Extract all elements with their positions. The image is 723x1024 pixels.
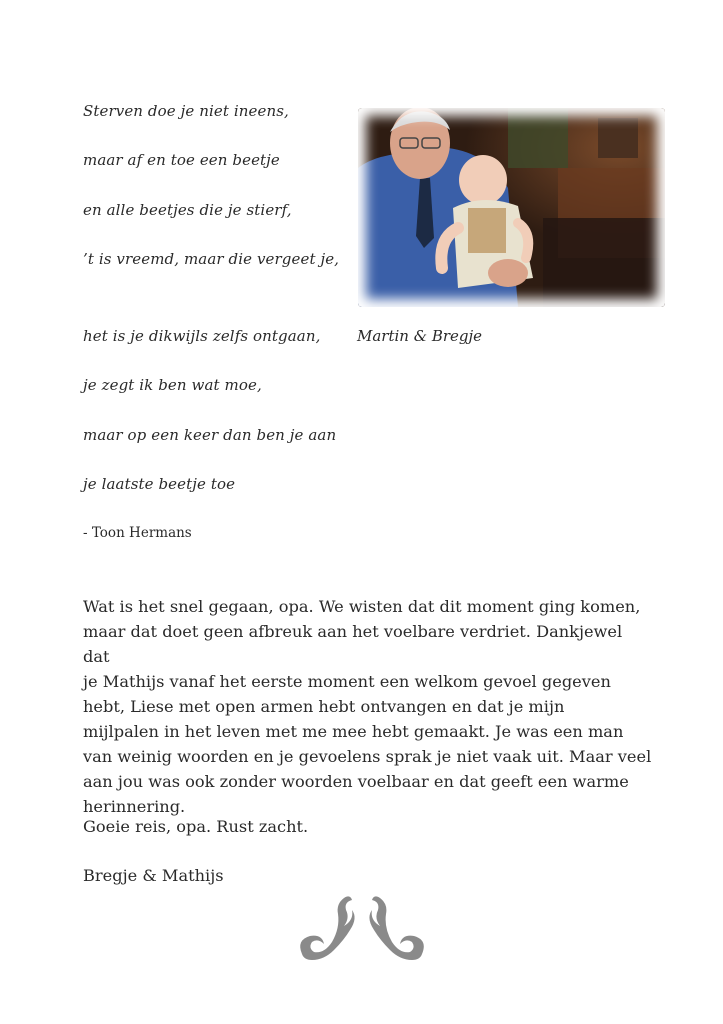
letter-paragraph <box>83 594 653 819</box>
letter-line: hebt, Liese met open armen hebt ontvangen en dat je mijn <box>83 697 565 716</box>
poem-line: maar af en toe een beetje <box>83 151 280 169</box>
poem-line: het is je dikwijls zelfs ontgaan, <box>83 327 321 345</box>
letter-line: je Mathijs vanaf het eerste moment een welkom gevoel gegeven <box>83 672 611 691</box>
poem-line: je laatste beetje toe <box>83 475 236 493</box>
photo-caption: Martin & Bregje <box>357 327 483 345</box>
poem-line: Sterven doe je niet ineens, <box>83 102 289 120</box>
poem-author: - Toon Hermans <box>83 525 192 541</box>
floral-scroll-ornament-icon <box>294 892 430 962</box>
poem-line: je zegt ik ben wat moe, <box>83 376 262 394</box>
poem-line: en alle beetjes die je stierf, <box>83 201 292 219</box>
poem-line: maar op een keer dan ben je aan <box>83 426 337 444</box>
photo-illustration <box>358 108 665 307</box>
letter-line: mijlpalen in het leven met me mee hebt gemaakt. Je was een man <box>83 722 624 741</box>
letter-line: herinnering. <box>83 797 186 816</box>
letter-line: van weinig woorden en je gevoelens sprak je niet vaak uit. Maar veel <box>83 747 652 766</box>
letter-line: aan jou was ook zonder woorden voelbaar en dat geeft een warme <box>83 772 629 791</box>
photo-grandfather-with-baby <box>358 108 665 307</box>
closing-line: Goeie reis, opa. Rust zacht. <box>83 817 309 836</box>
poem-line: ’t is vreemd, maar die vergeet je, <box>83 250 340 268</box>
letter-line: Wat is het snel gegaan, opa. We wisten dat dit moment ging komen, <box>83 597 641 616</box>
signature: Bregje & Mathijs <box>83 866 224 885</box>
letter-line: maar dat doet geen afbreuk aan het voelbare verdriet. Dankjewel dat <box>83 622 623 666</box>
